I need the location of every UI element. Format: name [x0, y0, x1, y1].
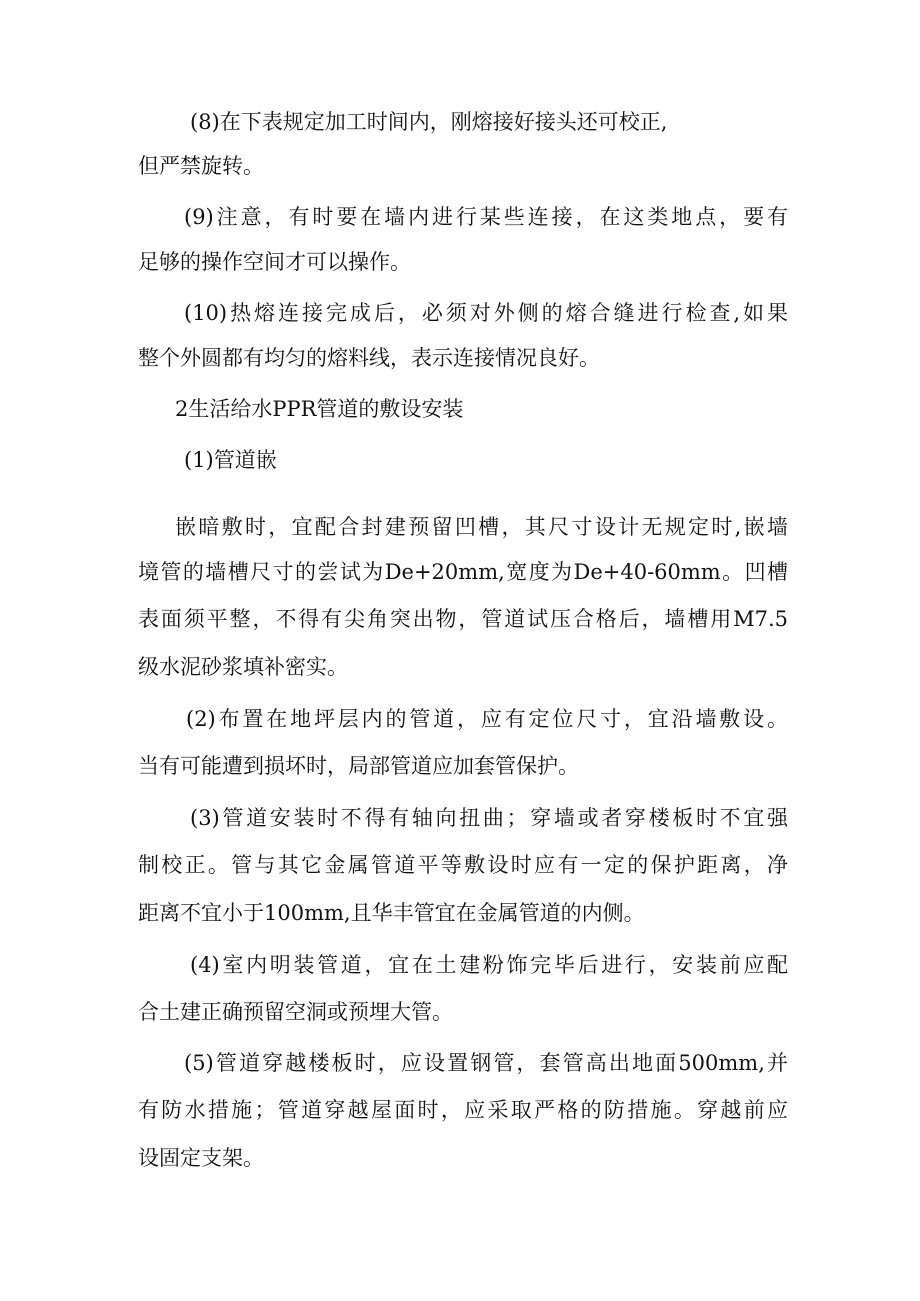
paragraph-8-line-2: 但严禁旋转。 — [138, 154, 264, 178]
paragraph-9-line-1: (9)注意，有时要在墙内进行某些连接，在这类地点，要有 — [184, 205, 788, 229]
paragraph-10-line-1: (10)热熔连接完成后，必须对外侧的熔合缝进行检查,如果 — [184, 301, 788, 325]
paragraph-5-line-3: 设固定支架。 — [138, 1146, 264, 1170]
paragraph-1-line-3: 表面须平整，不得有尖角突出物，管道试压合格后，墙槽用M7.5 — [138, 607, 788, 631]
paragraph-1-line-1: 嵌暗敷时，宜配合封建预留凹槽，其尺寸设计无规定时,嵌墙 — [175, 515, 788, 539]
paragraph-3-line-1: (3)管道安装时不得有轴向扭曲；穿墙或者穿楼板时不宜强 — [190, 806, 788, 830]
paragraph-2-line-1: (2)布置在地坪层内的管道，应有定位尺寸，宜沿墙敷设。 — [186, 707, 788, 731]
paragraph-4-line-2: 合土建正确预留空洞或预埋大管。 — [138, 1000, 453, 1024]
paragraph-3-line-3: 距离不宜小于100mm,且华丰管宜在金属管道的内侧。 — [138, 901, 645, 925]
paragraph-8-line-1: (8)在下表规定加工时间内，刚熔接好接头还可校正, — [190, 110, 668, 134]
paragraph-9-line-2: 足够的操作空间才可以操作。 — [138, 250, 411, 274]
paragraph-5-line-1: (5)管道穿越楼板时，应设置钢管，套管高出地面500mm,并 — [184, 1051, 788, 1075]
paragraph-2-line-2: 当有可能遭到损坏时，局部管道应加套管保护。 — [138, 754, 579, 778]
paragraph-1-line-2: 境管的墙槽尺寸的尝试为De+20mm,宽度为De+40-60mm。凹槽 — [138, 560, 788, 584]
subheading-1: (1)管道嵌 — [184, 448, 277, 472]
paragraph-4-line-1: (4)室内明装管道，宜在土建粉饰完毕后进行，安装前应配 — [190, 953, 788, 977]
paragraph-3-line-2: 制校正。管与其它金属管道平等敷设时应有一定的保护距离，净 — [138, 853, 788, 877]
paragraph-10-line-2: 整个外圆都有均匀的熔料线，表示连接情况良好。 — [138, 346, 600, 370]
paragraph-5-line-2: 有防水措施；管道穿越屋面时，应采取严格的防措施。穿越前应 — [138, 1098, 788, 1122]
paragraph-1-line-4: 级水泥砂浆填补密实。 — [138, 655, 348, 679]
section-heading-2: 2生活给水PPR管道的敷设安装 — [175, 397, 464, 421]
